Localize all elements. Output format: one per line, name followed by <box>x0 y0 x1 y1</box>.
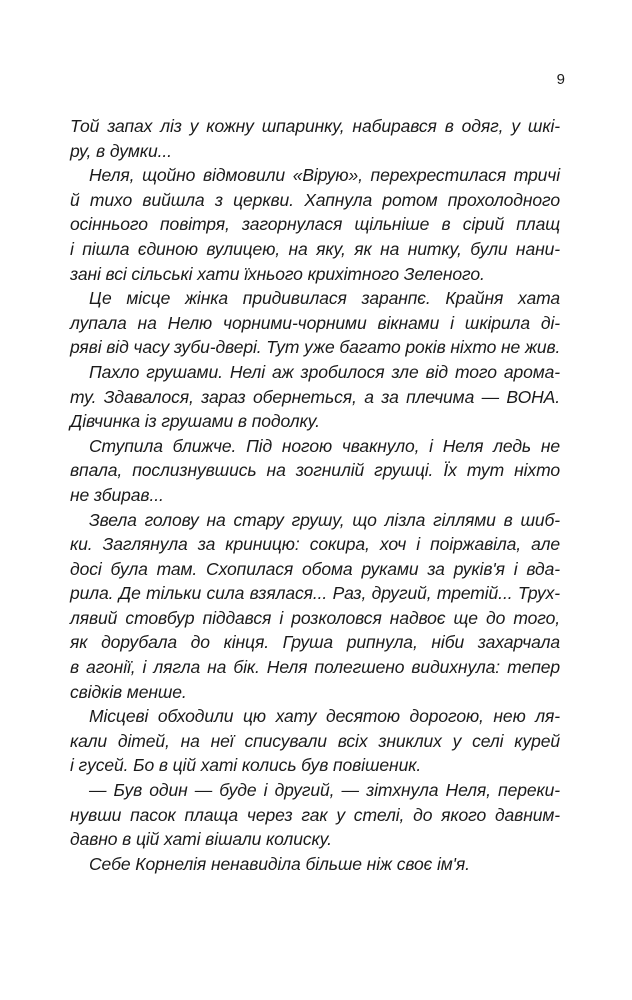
text-line: як дорубала до кінця. Груша рипнула, ніби захарчала <box>70 632 560 653</box>
text-line: і пішла єдиною вулицею, на яку, як на нитку, були нани- <box>70 238 560 259</box>
text-line: кали дітей, на неї списували всіх зниклих у селі курей <box>70 730 560 751</box>
text-line: лупала на Нелю чорними-чорними вікнами і шкірила ді- <box>70 312 560 333</box>
text-line: — Був один — буде і другий, — зітхнула Неля, переки- <box>89 780 560 801</box>
text-line: Себе Корнелія ненавиділа більше ніж своє ім'я. <box>89 853 470 874</box>
text-line: осіннього повітря, загорнулася щільніше в сірий плащ <box>70 214 560 235</box>
text-line: ки. Заглянула за криницю: сокира, хоч і поіржавіла, але <box>70 534 560 555</box>
text-line: свідків менше. <box>70 681 187 702</box>
text-line: й тихо вийшла з церкви. Хапнула ротом прохолодного <box>70 189 560 210</box>
text-line: в агонії, і лягла на бік. Неля полегшено видихнула: тепер <box>70 657 560 678</box>
paragraph <box>70 434 560 508</box>
text-line: Пахло грушами. Нелі аж зробилося зле від того арома- <box>89 361 560 382</box>
paragraph <box>70 508 560 705</box>
text-line: нувши пасок плаща через гак у стелі, до якого давним- <box>70 804 560 825</box>
text-line: рила. Де тільки сила взялася... Раз, другий, третій... Трух- <box>70 583 560 604</box>
paragraph <box>70 704 560 778</box>
text-line: Місцеві обходили цю хату десятою дорогою, нею ля- <box>89 706 560 727</box>
text-line: ру, в думки... <box>70 140 172 161</box>
paragraph <box>70 286 560 360</box>
text-line: Ступила ближче. Під ногою чвакнуло, і Неля ледь не <box>89 435 560 456</box>
text-line: не збирав... <box>70 484 164 505</box>
text-line: досі була там. Схопилася обома руками за руків'я і вда- <box>70 558 560 579</box>
text-line: Той запах ліз у кожну шпаринку, набирався в одяг, у шкі- <box>70 116 560 136</box>
paragraph <box>70 114 560 163</box>
text-line: впала, послизнувшись на зогнилій грушці. Їх тут ніхто <box>70 460 560 481</box>
text-line: Неля, щойно відмовили «Вірую», перехрестилася тричі <box>89 165 560 186</box>
text-line: ту. Здавалося, зараз обернеться, а за плечима — ВОНА. <box>70 386 560 407</box>
text-line: лявий стовбур піддався і розколовся надвоє ще до того, <box>70 607 560 628</box>
text-line: Це місце жінка придивилася заранпє. Крайня хата <box>89 288 560 309</box>
text-line: і гусей. Бо в цій хаті колись був повішеник. <box>70 755 422 776</box>
text-line: ряві від часу зуби-двері. Тут уже багато років ніхто не жив. <box>70 337 561 358</box>
paragraph <box>70 163 560 286</box>
paragraph <box>70 360 560 434</box>
text-line: Звела голову на стару грушу, що лізла гіллями в шиб- <box>89 509 560 530</box>
text-line: Дівчинка із грушами в подолку. <box>70 411 320 432</box>
page-number: 9 <box>556 71 565 88</box>
paragraph <box>70 852 560 877</box>
body-text <box>70 114 560 876</box>
text-line: зані всі сільські хати їхнього крихітного Зеленого. <box>70 263 485 284</box>
paragraph <box>70 778 560 852</box>
text-line: давно в цій хаті вішали колиску. <box>70 829 332 850</box>
